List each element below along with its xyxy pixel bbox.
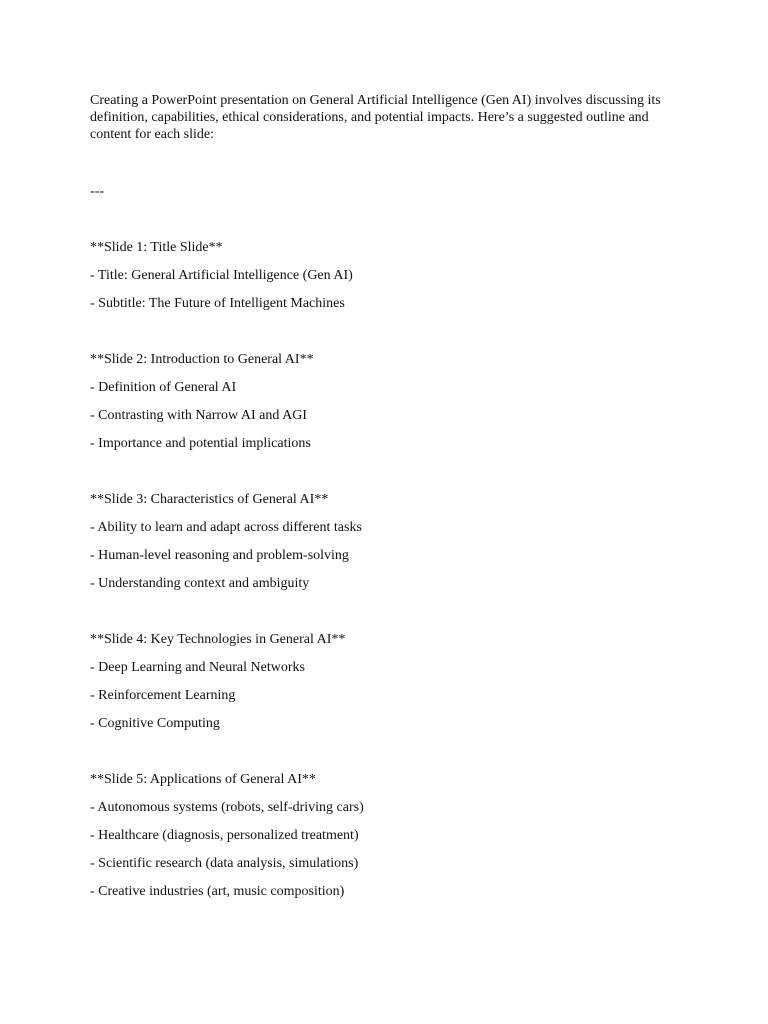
slide-bullet: - Title: General Artificial Intelligence (Gen AI)	[90, 268, 353, 283]
slide-bullet: - Human-level reasoning and problem-solving	[90, 548, 349, 563]
slide-bullet: - Ability to learn and adapt across different tasks	[90, 520, 362, 535]
slide-5-section	[90, 771, 364, 911]
slide-bullet: - Healthcare (diagnosis, personalized treatment)	[90, 828, 359, 843]
slide-bullet: - Creative industries (art, music composition)	[90, 884, 345, 899]
section-separator: ---	[90, 184, 104, 199]
slide-1-section	[90, 239, 353, 323]
slide-bullet: - Understanding context and ambiguity	[90, 576, 310, 591]
slide-bullet: - Reinforcement Learning	[90, 688, 236, 703]
slide-heading: **Slide 4: Key Technologies in General AI**	[90, 632, 346, 647]
slide-4-section	[90, 631, 345, 743]
slide-bullet: - Autonomous systems (robots, self-driving cars)	[90, 800, 364, 815]
intro-paragraph: Creating a PowerPoint presentation on General Artificial Intelligence (Gen AI) involves discussing its definition, capabilities, ethical considerations, and potential impacts. Here’s a suggested outline and content for each slide:	[90, 93, 661, 142]
slide-bullet: - Contrasting with Narrow AI and AGI	[90, 408, 307, 423]
slide-bullet: - Deep Learning and Neural Networks	[90, 660, 305, 675]
slide-2-section	[90, 351, 314, 463]
slide-heading: **Slide 5: Applications of General AI**	[90, 772, 316, 787]
slide-heading: **Slide 1: Title Slide**	[90, 240, 223, 255]
slide-heading: **Slide 2: Introduction to General AI**	[90, 352, 314, 367]
slide-bullet: - Subtitle: The Future of Intelligent Machines	[90, 296, 345, 311]
slide-bullet: - Importance and potential implications	[90, 436, 311, 451]
slide-3-section	[90, 491, 362, 603]
slide-bullet: - Scientific research (data analysis, simulations)	[90, 856, 359, 871]
slide-bullet: - Definition of General AI	[90, 380, 237, 395]
slide-bullet: - Cognitive Computing	[90, 716, 220, 731]
slide-heading: **Slide 3: Characteristics of General AI**	[90, 492, 329, 507]
